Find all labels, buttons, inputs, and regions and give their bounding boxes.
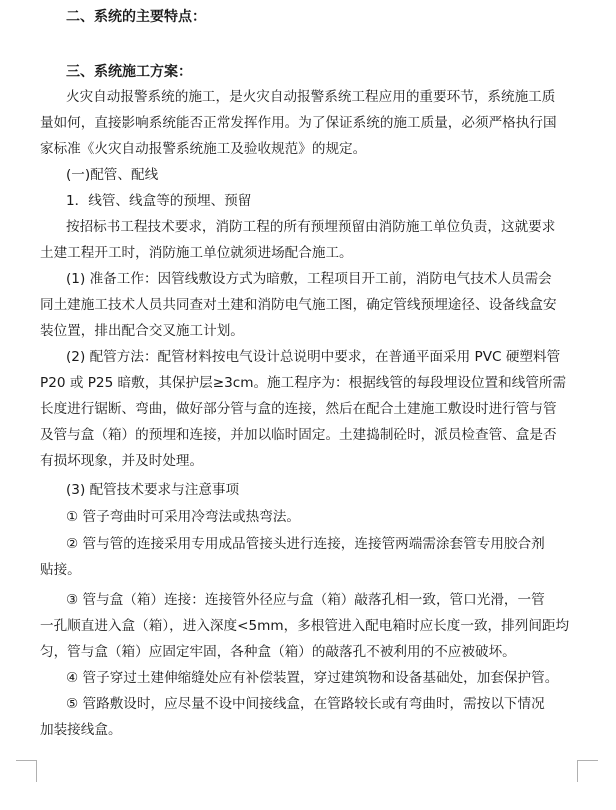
item-3-line-3: 匀，管与盒（箱）应固定牢固，各种盒（箱）的敲落孔不被利用的不应被破坏。 xyxy=(40,644,516,660)
bid-line-2: 土建工程开工时，消防施工单位就须进场配合施工。 xyxy=(40,245,353,261)
prep-line-1: (1) 准备工作：因管线敷设方式为暗敷，工程项目开工前，消防电气技术人员需会 xyxy=(66,271,552,287)
method-line-2: P20 或 P25 暗敷，其保护层≥3cm。施工程序为：根据线管的每段埋设位置和线管所需 xyxy=(40,375,567,391)
item-4: ④ 管子穿过土建伸缩缝处应有补偿装置，穿过建筑物和设备基础处，加套保护管。 xyxy=(66,670,559,686)
bid-line-1: 按招标书工程技术要求，消防工程的所有预埋预留由消防施工单位负责，这就要求 xyxy=(66,219,556,235)
intro-line-2: 量如何，直接影响系统能否正常发挥作用。为了保证系统的施工质量，必须严格执行国 xyxy=(40,115,557,131)
method-line-5: 有损坏现象，并及时处理。 xyxy=(40,453,204,469)
method-line-3: 长度进行锯断、弯曲，做好部分管与盒的连接，然后在配合土建施工敷设时进行管与管 xyxy=(40,401,557,417)
corner-mark-right-vertical xyxy=(577,760,578,782)
item-3-line-2: 一孔顺直进入盒（箱），进入深度<5mm，多根管进入配电箱时应长度一致，排列间距均 xyxy=(40,618,570,634)
intro-line-3: 家标准《火灾自动报警系统施工及验收规范》的规定。 xyxy=(40,141,367,157)
item-5-line-1: ⑤ 管路敷设时，应尽量不设中间接线盒，在管路较长或有弯曲时，需按以下情况 xyxy=(66,696,545,712)
prep-line-3: 装位置，排出配合交叉施工计划。 xyxy=(40,323,244,339)
method-line-1: (2) 配管方法：配管材料按电气设计总说明中要求，在普通平面采用 PVC 硬塑料管 xyxy=(66,349,561,365)
method-line-4: 及管与盒（箱）的预埋和连接，并加以临时固定。土建捣制砼时，派员检查管、盒是否 xyxy=(40,427,557,443)
item-3-line-1: ③ 管与盒（箱）连接：连接管外径应与盒（箱）敲落孔相一致，管口光滑，一管 xyxy=(66,592,545,608)
corner-mark-right-horizontal xyxy=(577,760,598,761)
section-conduit-wiring: (一)配管、配线 xyxy=(66,167,159,183)
requirements-title: (3) 配管技术要求与注意事项 xyxy=(66,482,240,498)
item-5-line-2: 加装接线盒。 xyxy=(40,722,122,738)
corner-mark-left-vertical xyxy=(36,760,37,782)
corner-mark-left-horizontal xyxy=(16,760,37,761)
item-1: ① 管子弯曲时可采用冷弯法或热弯法。 xyxy=(66,509,301,525)
heading-construction-plan: 三、系统施工方案： xyxy=(66,64,192,80)
item-2-line-1: ② 管与管的连接采用专用成品管接头进行连接，连接管两端需涂套管专用胶合剂 xyxy=(66,536,545,552)
intro-line-1: 火灾自动报警系统的施工，是火灾自动报警系统工程应用的重要环节，系统施工质 xyxy=(66,89,556,105)
subsection-embedding: 1．线管、线盒等的预埋、预留 xyxy=(66,193,252,209)
prep-line-2: 同土建施工技术人员共同查对土建和消防电气施工图，确定管线预埋途径、设备线盒安 xyxy=(40,297,557,313)
item-2-line-2: 贴接。 xyxy=(40,562,81,578)
heading-main-features: 二、系统的主要特点： xyxy=(66,9,206,25)
